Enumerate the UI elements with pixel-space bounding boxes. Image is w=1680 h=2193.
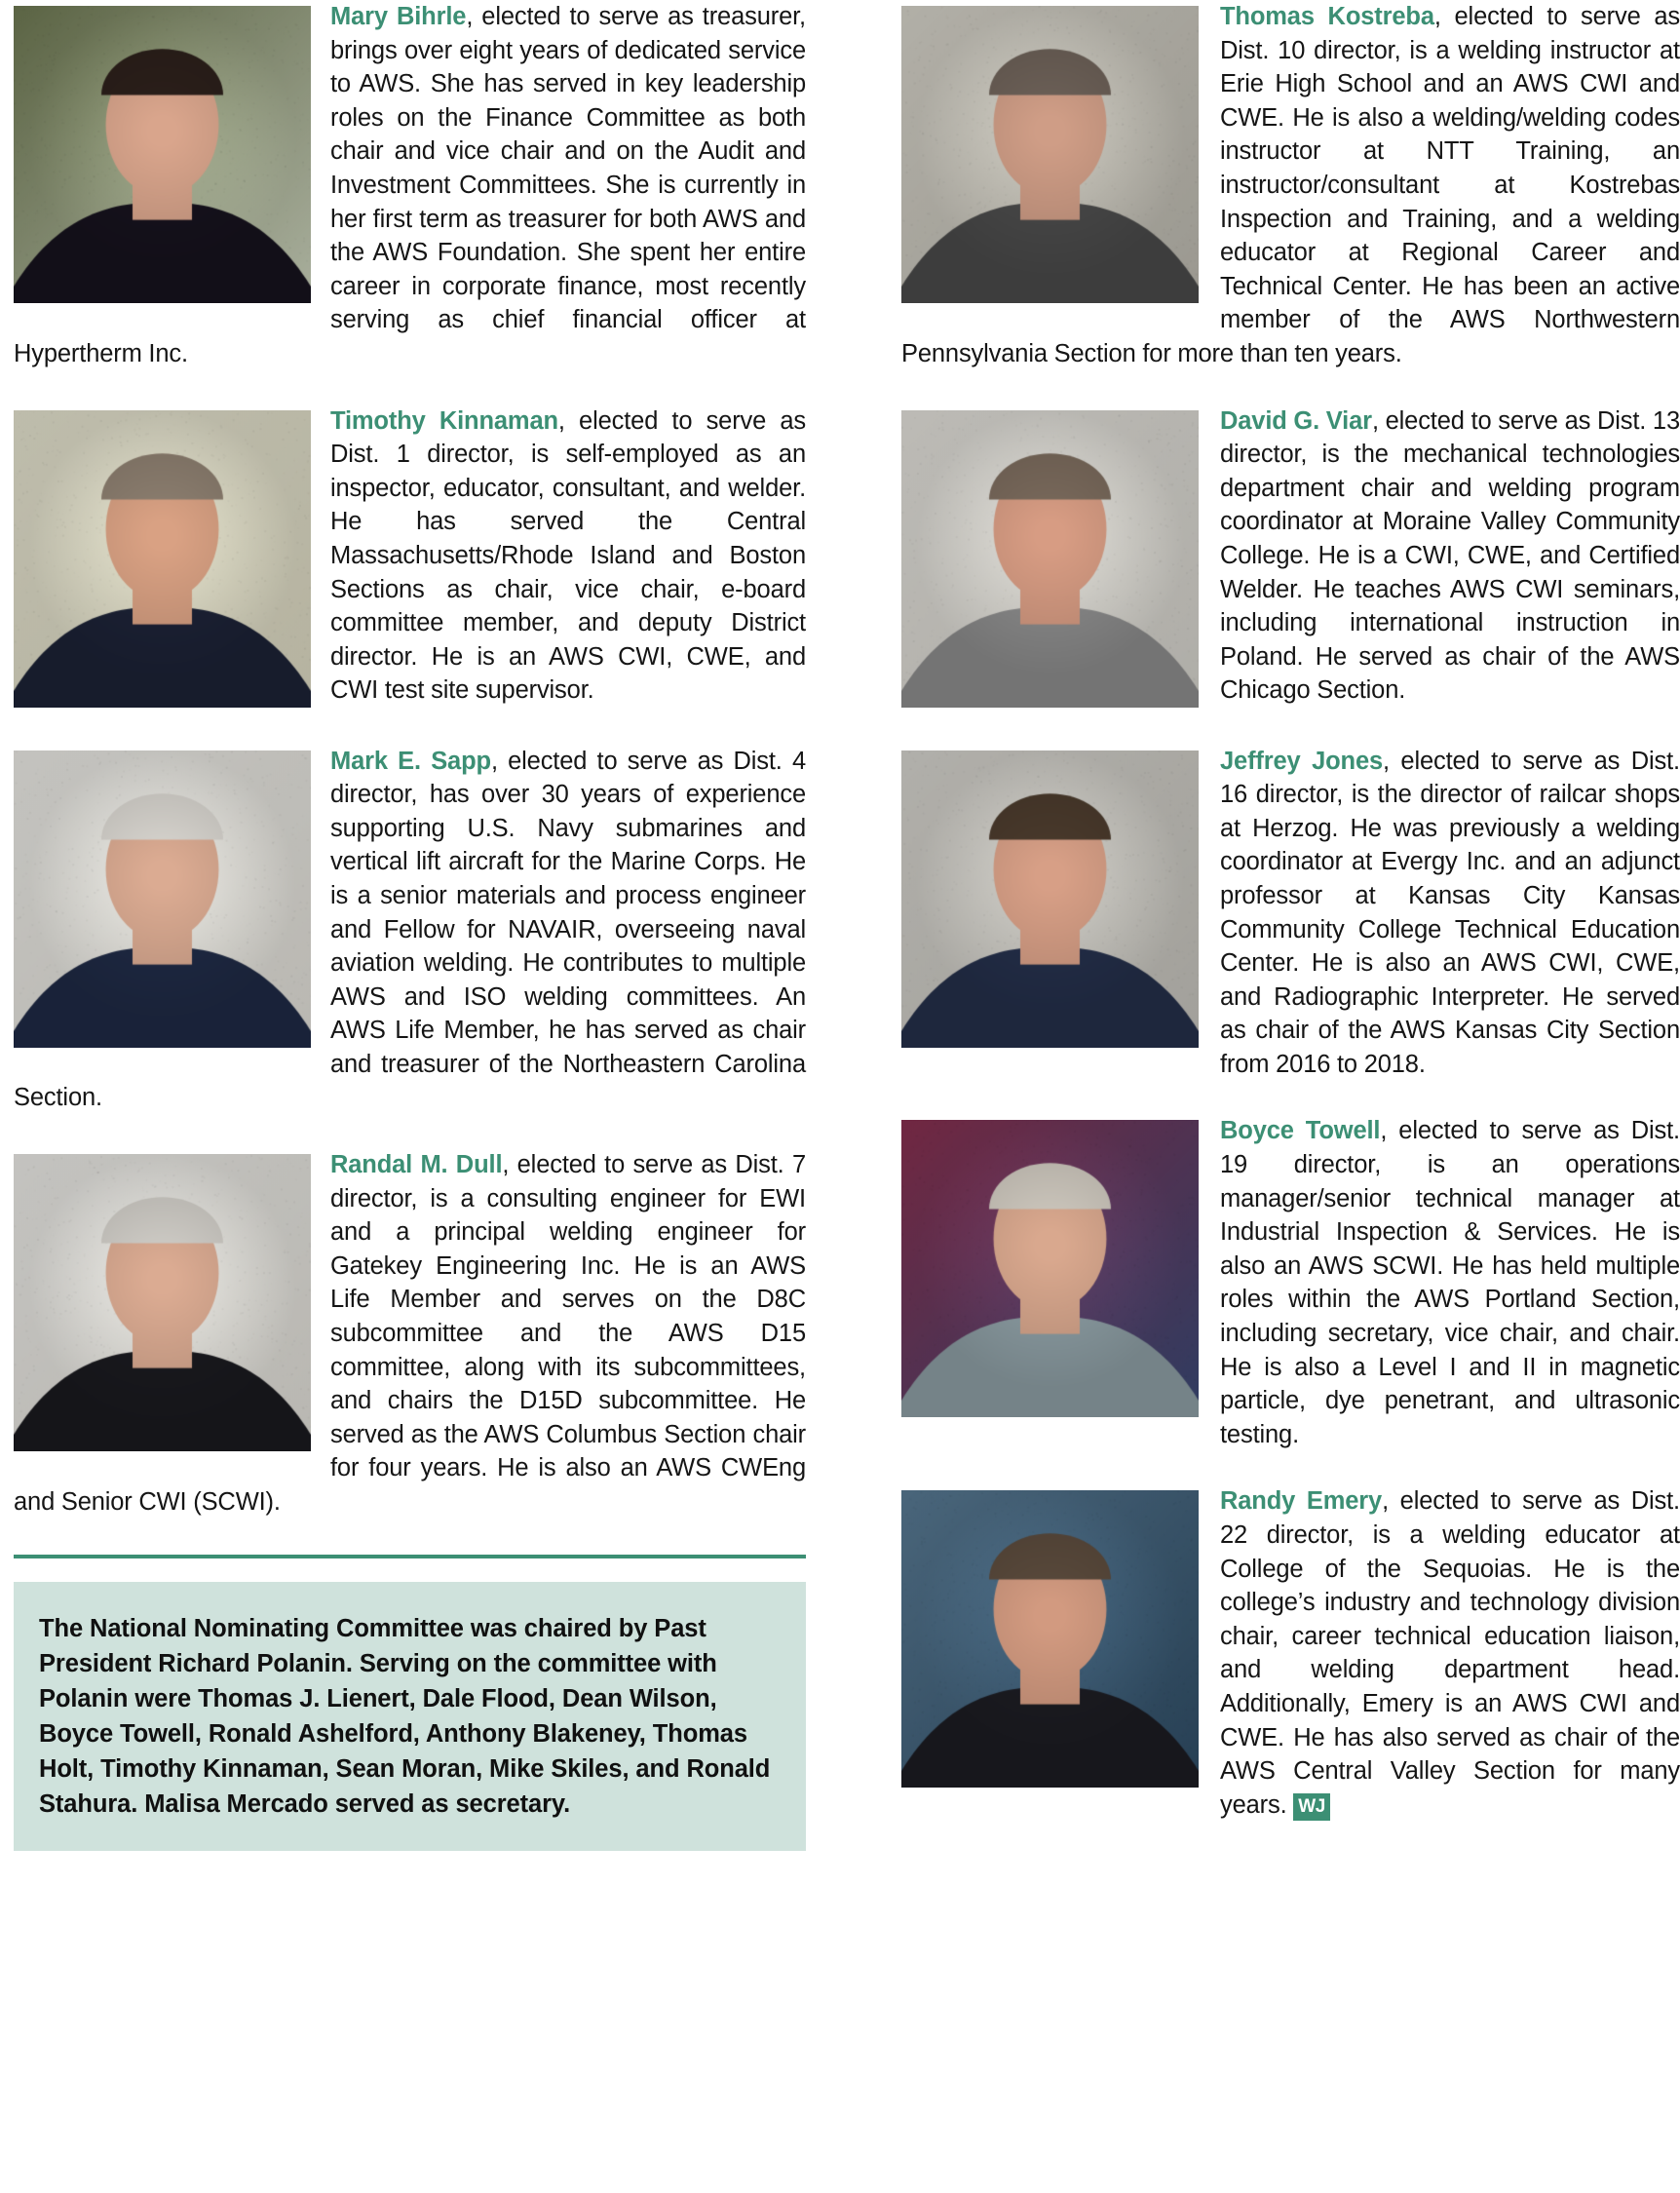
bio-body: , elected to serve as Dist. 19 director, is an operations manager/senior technical manager at Industrial Inspection & Services. He is also an AWS SCWI. He has held multiple roles within the AWS Portland Section, including secretary, vice chair, and chair. He is also a Level I and II in magnetic particle, dye penetrant, and ultrasonic testing.: [1220, 1117, 1680, 1448]
bio-name: Thomas Kostreba: [1220, 3, 1434, 30]
bio-entry: [901, 0, 1680, 371]
wj-endmark-icon: WJ: [1293, 1793, 1330, 1821]
left-column: [0, 0, 820, 2193]
bio-entry: [901, 1484, 1680, 1822]
portrait-thomas-kostreba: [901, 6, 1199, 303]
portrait-randal-dull: [14, 1154, 311, 1451]
bio-entry: [14, 404, 806, 712]
bio-name: David G. Viar: [1220, 406, 1372, 435]
nominating-committee-callout: The National Nominating Committee was chaired by Past President Richard Polanin. Serving on the committee with Polanin were Thomas J. Lienert, Dale Flood, Dean Wilson, Boyce Towell, Ronald Ashelford, Anthony Blakeney, Thomas Holt, Timothy Kinnaman, Sean Moran, Mike Skiles, and Ronald Stahura. Malisa Mercado served as secretary.: [14, 1582, 806, 1851]
portrait-timothy-kinnaman: [14, 410, 311, 708]
bio-entry: [14, 745, 806, 1116]
bio-body: , elected to serve as Dist. 22 director, is a welding educator at College of the Sequoias. He is the college’s industry and technology division chair, career technical education liaison, and welding department head. Additionally, Emery is an AWS CWI and CWE. He has also served as chair of the AWS Central Valley Section for many years.: [1220, 1487, 1680, 1819]
bio-body: , elected to serve as treasurer, brings over eight years of dedicated service to AWS. She has served in key leadership roles on the Finance Committee as both chair and vice chair and on the Audit and Investment Committees. She is currently in her first term as treasurer for both AWS and the AWS Foundation. She spent her entire career in corporate finance, most recently serving as chief financial officer at Hypertherm Inc.: [14, 3, 806, 367]
bio-body: , elected to serve as Dist. 10 director, is a welding instructor at Erie High School and an AWS CWI and CWE. He is also a welding/welding codes instructor at NTT Training, an instructor/consultant at Kostrebas Inspection and Training, and a welding educator at Regional Career and Technical Center. He has been an active member of the AWS Northwestern Pennsylvania Section for more than ten years.: [901, 3, 1680, 367]
right-column: [860, 0, 1680, 2193]
bio-entry: [14, 0, 806, 371]
bio-name: Mark E. Sapp: [330, 747, 491, 775]
bio-name: Mary Bihrle: [330, 3, 467, 30]
portrait-david-viar: [901, 410, 1199, 708]
bio-name: Boyce Towell: [1220, 1117, 1381, 1145]
bio-entry: [901, 404, 1680, 712]
section-divider: [14, 1555, 806, 1558]
bio-body: , elected to serve as Dist. 4 director, has over 30 years of experience supporting U.S. Navy submarines and vertical lift aircraft for the Marine Corps. He is a senior materials and process engineer and Fellow for NAVAIR, overseeing naval aviation welding. He contributes to multiple AWS and ISO welding committees. An AWS Life Member, he has served as chair and treasurer of the Northeastern Carolina Section.: [14, 747, 806, 1112]
portrait-mary-bihrle: [14, 6, 311, 303]
bio-body: , elected to serve as Dist. 1 director, is self-employed as an inspector, educator, consultant, and welder. He has served the Central Massachusetts/Rhode Island and Boston Sections as chair, vice chair, e-board committee member, and deputy District director. He is an AWS CWI, CWE, and CWI test site supervisor.: [330, 406, 807, 705]
bio-name: Randy Emery: [1220, 1487, 1383, 1516]
bio-name: Timothy Kinnaman: [330, 406, 558, 435]
bio-body: , elected to serve as Dist. 7 director, is a consulting engineer for EWI and a principal welding engineer for Gatekey Engineering Inc. He is an AWS Life Member and serves on the D8C subcommittee and the AWS D15 committee, along with its subcommittees, and chairs the D15D subcommittee. He served as the AWS Columbus Section chair for four years. He is also an AWS CWEng and Senior CWI (SCWI).: [14, 1151, 806, 1516]
bio-body: , elected to serve as Dist. 13 director, is the mechanical technologies department chair and welding program coordinator at Moraine Valley Community College. He is a CWI, CWE, and Certified Welder. He teaches AWS CWI seminars, including international instruction in Poland. He served as chair of the AWS Chicago Section.: [1220, 406, 1680, 705]
portrait-mark-sapp: [14, 750, 311, 1048]
portrait-boyce-towell: [901, 1120, 1199, 1417]
bio-entry: [901, 745, 1680, 1082]
bio-entry: [14, 1148, 806, 1520]
bio-name: Jeffrey Jones: [1220, 747, 1384, 775]
bio-body: , elected to serve as Dist. 16 director, is the director of railcar shops at Herzog. He was previously a welding coordinator at Evergy Inc. and an adjunct professor at Kansas City Kansas Community College Technical Education Center. He is also an AWS CWI, CWE, and Radiographic Interpreter. He served as chair of the AWS Kansas City Section from 2016 to 2018.: [1220, 747, 1680, 1078]
portrait-randy-emery: [901, 1490, 1199, 1788]
portrait-jeffrey-jones: [901, 750, 1199, 1048]
bio-entry: [901, 1114, 1680, 1451]
bio-name: Randal M. Dull: [330, 1151, 503, 1179]
